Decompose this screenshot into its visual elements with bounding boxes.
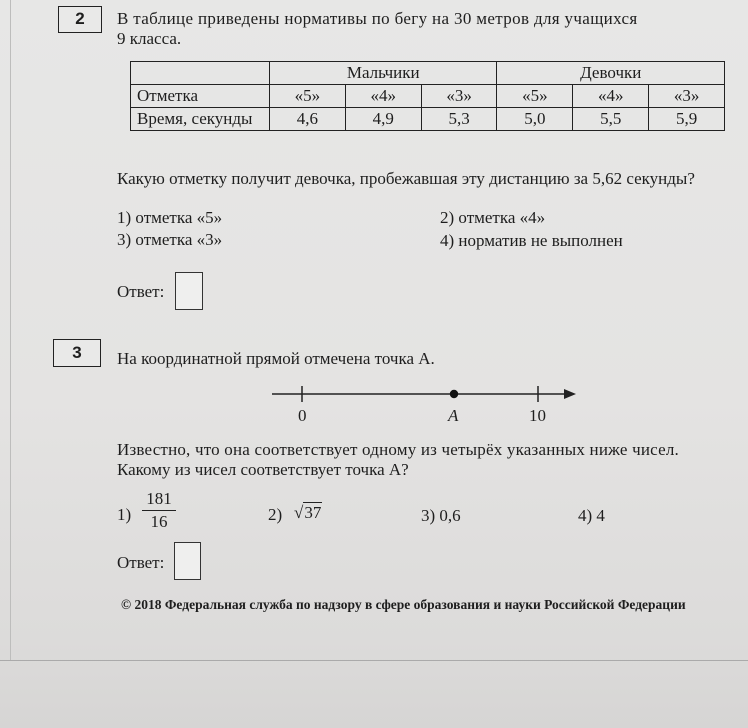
time-cell: 5,3 <box>421 108 497 131</box>
header-boys: Мальчики <box>270 62 497 85</box>
task-3-number: 3 <box>53 339 101 367</box>
option-number: 4) <box>440 231 455 250</box>
task-3-option-1-number[interactable]: 1) <box>117 505 132 524</box>
option-number: 4) <box>578 506 593 525</box>
page-bottom-edge <box>0 660 748 661</box>
grade-cell: «3» <box>649 85 725 108</box>
task-3-text-line2: Какому из чисел соответствует точка A? <box>117 460 409 479</box>
fraction-bar <box>142 510 176 511</box>
task-3-intro: На координатной прямой отмечена точка A. <box>117 349 435 368</box>
grade-cell: «4» <box>345 85 421 108</box>
option-value: 4 <box>596 506 605 525</box>
axis-label-zero: 0 <box>298 406 307 425</box>
task-3-option-2-number[interactable]: 2) <box>268 505 283 524</box>
sqrt-37[interactable] <box>294 503 322 523</box>
header-girls: Девочки <box>497 62 725 85</box>
task-2-option-3[interactable] <box>117 230 222 250</box>
page-margin-line <box>10 0 11 660</box>
grade-cell: «4» <box>573 85 649 108</box>
option-number: 1) <box>117 208 132 227</box>
sqrt-icon: √ <box>294 503 304 522</box>
fraction-181-16[interactable] <box>142 489 176 532</box>
task-3-option-4[interactable] <box>578 506 605 526</box>
point-a-dot <box>450 390 458 398</box>
task-2-intro-line2: 9 класса. <box>117 29 182 48</box>
axis-label-point: A <box>448 406 459 425</box>
row-label-grade: Отметка <box>131 85 270 108</box>
task-3-answer-box[interactable] <box>174 542 201 580</box>
task-2-answer-box[interactable] <box>175 272 203 310</box>
grade-cell: «5» <box>270 85 346 108</box>
option-value: 0,6 <box>439 506 461 525</box>
option-text: отметка «5» <box>135 208 223 227</box>
fraction-denominator: 16 <box>150 512 168 532</box>
time-cell: 4,9 <box>345 108 421 131</box>
row-label-time: Время, секунды <box>131 108 270 131</box>
option-text: отметка «3» <box>135 230 223 249</box>
option-number: 3) <box>117 230 132 249</box>
task-2-number: 2 <box>58 6 102 33</box>
task-2-answer-label: Ответ: <box>117 282 165 301</box>
option-text: норматив не выполнен <box>458 231 623 250</box>
task-2-option-4[interactable] <box>440 231 623 251</box>
task-3-option-3[interactable] <box>421 506 461 526</box>
option-text: отметка «4» <box>458 208 546 227</box>
copyright-footer: © 2018 Федеральная служба по надзору в сфере образования и науки Российской Федерации <box>121 597 686 612</box>
table-row-times <box>131 108 725 131</box>
time-cell: 5,9 <box>649 108 725 131</box>
axis-label-ten: 10 <box>529 406 546 425</box>
task-2-option-2[interactable] <box>440 208 545 228</box>
option-number: 2) <box>440 208 455 227</box>
table-corner-cell <box>131 62 270 85</box>
task-2-option-1[interactable] <box>117 208 222 228</box>
time-cell: 5,0 <box>497 108 573 131</box>
axis-arrow-icon <box>564 389 576 399</box>
grade-cell: «5» <box>497 85 573 108</box>
task-3-answer-label: Ответ: <box>117 553 165 572</box>
table-header-row <box>131 62 725 85</box>
task-3-text-line1: Известно, что она соответствует одному из четырёх указанных ниже чисел. <box>117 440 679 459</box>
time-cell: 5,5 <box>573 108 649 131</box>
task-2-question: Какую отметку получит девочка, пробежавшая эту дистанцию за 5,62 секунды? <box>117 169 695 188</box>
radicand: 37 <box>304 503 322 522</box>
fraction-numerator: 181 <box>146 489 172 508</box>
task-2-intro-line1: В таблице приведены нормативы по бегу на 30 метров для учащихся <box>117 9 638 28</box>
grade-cell: «3» <box>421 85 497 108</box>
table-row-grades <box>131 85 725 108</box>
time-cell: 4,6 <box>270 108 346 131</box>
norms-table <box>130 61 725 131</box>
option-number: 3) <box>421 506 436 525</box>
